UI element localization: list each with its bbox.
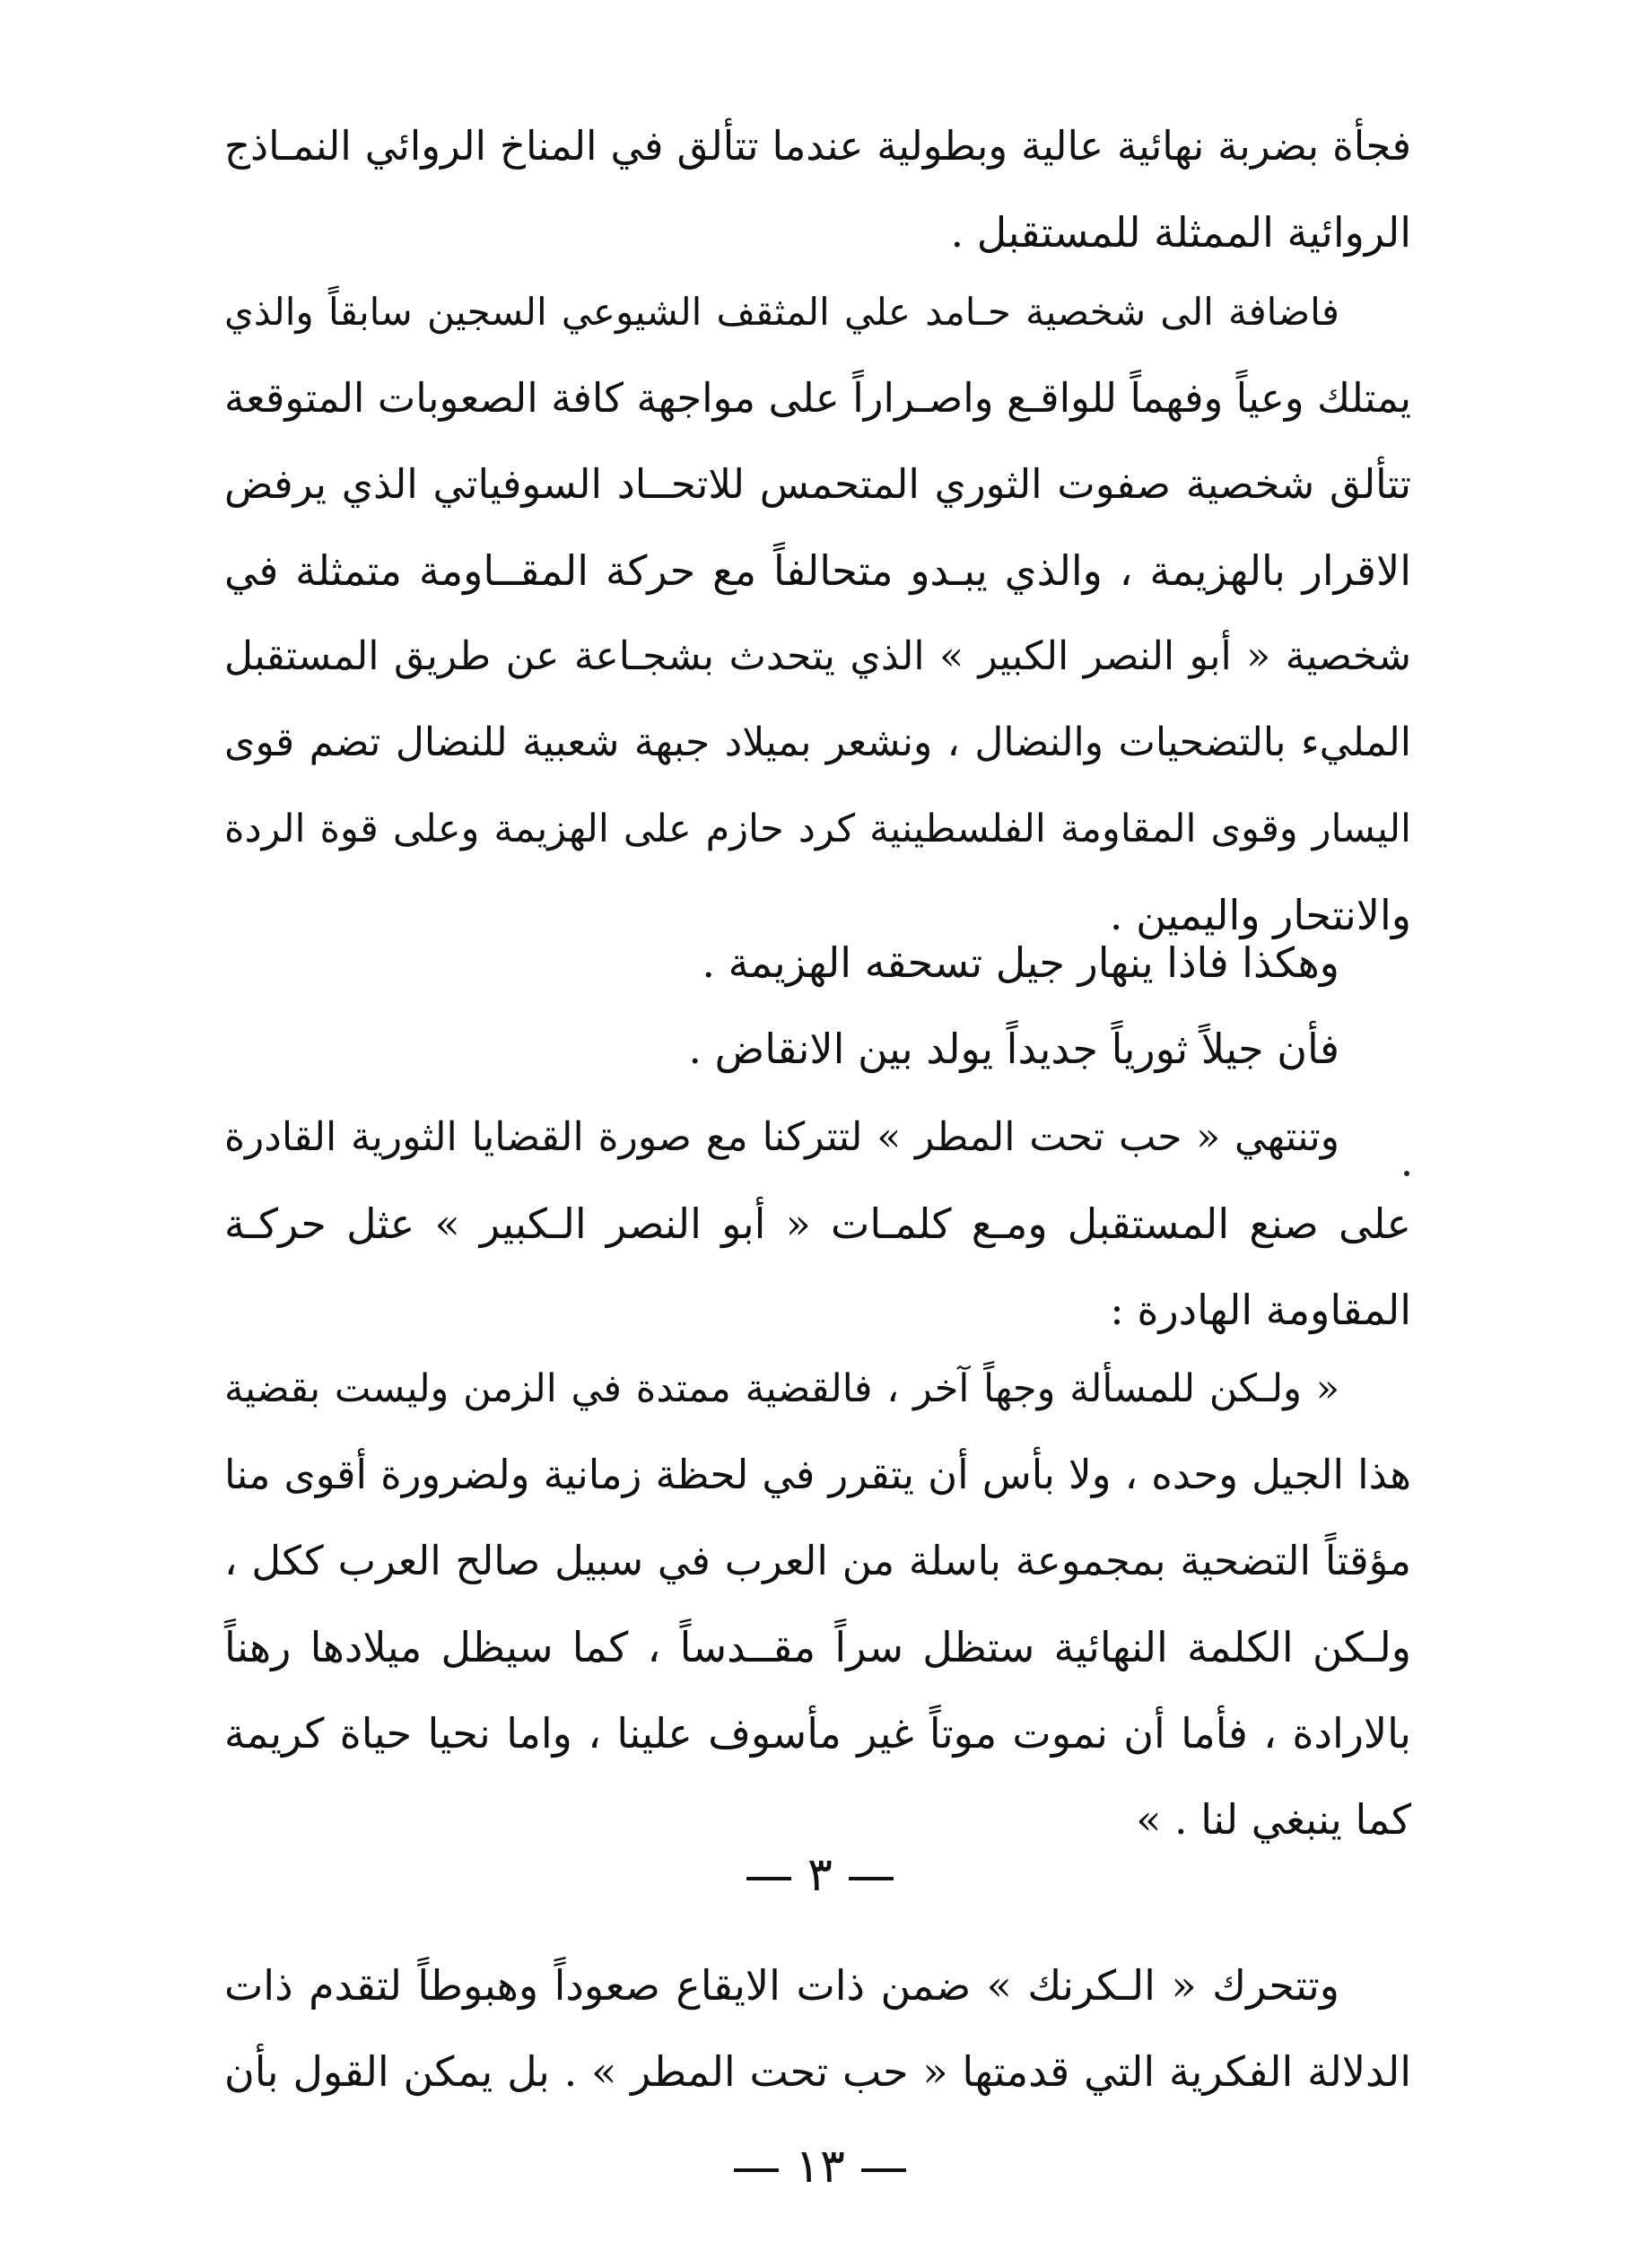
section-number bbox=[0, 1848, 1640, 1902]
paragraph-4-line: على صنع المستقبل ومـع كلمـات « أبو النصر الـكبير » عثل حركـة bbox=[224, 1199, 1411, 1248]
paragraph-3-line: فأن جيلاً ثورياً جديداً يولد بين الانقاض . bbox=[688, 1025, 1339, 1073]
paragraph-5-line: ولـكن الكلمة النهائية ستظل سراً مقــدساً ، كما سيظل ميلادها رهناً bbox=[224, 1623, 1411, 1671]
paragraph-5-line: « ولـكن للمسألة وجهاً آخر ، فالقضية ممتدة في الزمن وليست بقضية bbox=[224, 1366, 1339, 1411]
paragraph-2-line: والانتحار واليمين . bbox=[1109, 891, 1411, 939]
paragraph-5-line: كما ينبغي لنا . » bbox=[1136, 1795, 1411, 1844]
paragraph-2-line: اليسار وقوى المقاومة الفلسطينية كرد حازم على الهزيمة وعلى قوة الردة bbox=[224, 807, 1411, 851]
paragraph-2-line: فاضافة الى شخصية حـامد علي المثقف الشيوعي السجين سابقاً والذي bbox=[224, 290, 1339, 334]
paragraph-2 bbox=[224, 269, 1411, 958]
paragraph-3-line: وهكذا فاذا ينهار جيل تسحقه الهزيمة . bbox=[702, 938, 1339, 987]
paragraph-5-line: مؤقتاً التضحية بمجموعة باسلة من العرب في سبيل صالح العرب ككل ، bbox=[224, 1537, 1411, 1584]
dash-left bbox=[849, 1877, 894, 1880]
paragraph-4 bbox=[224, 1095, 1411, 1353]
section-number-text: ٣ bbox=[807, 1848, 833, 1902]
paragraph-3 bbox=[224, 920, 1411, 1092]
paragraph-1 bbox=[224, 103, 1411, 275]
paragraph-2-line: يمتلك وعياً وفهماً للواقـع واصـراراً على مواجهة كافة الصعوبات المتوقعة bbox=[224, 374, 1411, 422]
paragraph-5-line: بالارادة ، فأما أن نموت موتاً غير مأسوف علينا ، واما نحيا حياة كريمة bbox=[224, 1709, 1411, 1758]
paragraph-5 bbox=[224, 1346, 1411, 1862]
paragraph-2-line: شخصية « أبو النصر الكبير » الذي يتحدث بشجـاعة عن طريق المستقبل bbox=[224, 633, 1411, 679]
paragraph-6-line: الدلالة الفكرية التي قدمتها « حب تحت المطر » . بل يمكن القول بأن bbox=[224, 2047, 1411, 2096]
paragraph-1-line: الروائية الممثلة للمستقبل . bbox=[950, 208, 1411, 257]
paragraph-5-line: هذا الجيل وحده ، ولا بأس أن يتقرر في لحظة زمانية ولضرورة أقوى منا bbox=[224, 1451, 1411, 1498]
dash-right bbox=[746, 1877, 791, 1880]
stray-ink-dot bbox=[1404, 1171, 1409, 1176]
page-number-text: ١٣ bbox=[795, 2140, 845, 2194]
paragraph-2-line: تتألق شخصية صفوت الثوري المتحمس للاتحــاد السوفياتي الذي يرفض bbox=[224, 460, 1411, 508]
paragraph-6 bbox=[224, 1942, 1411, 2115]
dash-right bbox=[734, 2168, 779, 2172]
paragraph-6-line: وتتحرك « الـكرنك » ضمن ذات الايقاع صعوداً وهبوطاً لتقدم ذات bbox=[224, 1961, 1339, 2010]
paragraph-4-line: المقاومة الهادرة : bbox=[1110, 1286, 1411, 1334]
paragraph-2-line: المليء بالتضحيات والنضال ، ونشعر بميلاد جبهة شعبية للنضال تضم قوى bbox=[224, 720, 1411, 765]
paragraph-1-line: فجأة بضربة نهائية عالية وبطولية عندما تتألق في المناخ الروائي النمـاذج bbox=[224, 122, 1411, 170]
paragraph-4-line: وتنتهي « حب تحت المطر » لتتركنا مع صورة القضايا الثورية القادرة bbox=[224, 1114, 1339, 1160]
paragraph-2-line: الاقرار بالهزيمة ، والذي يبـدو متحالفاً مع حركة المقــاومة متمثلة في bbox=[224, 546, 1411, 595]
page-number bbox=[0, 2140, 1640, 2194]
dash-left bbox=[861, 2168, 906, 2172]
